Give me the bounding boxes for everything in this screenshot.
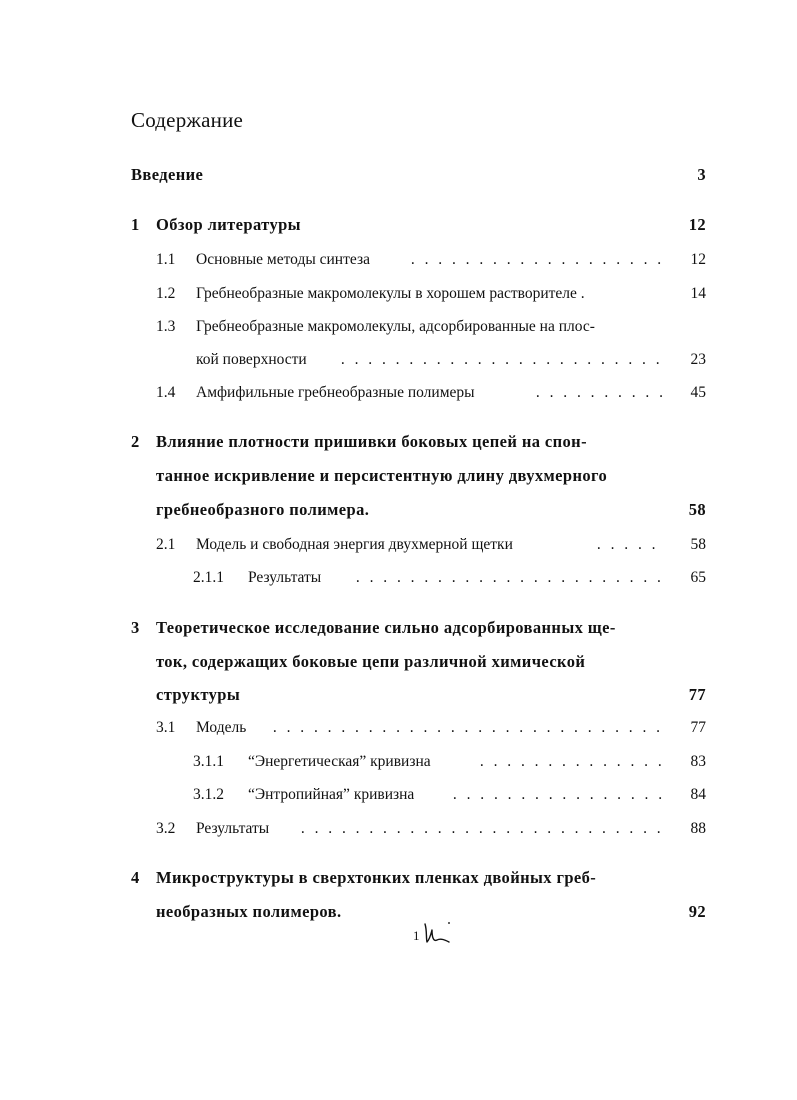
toc-entry-section-1-2[interactable] bbox=[156, 279, 706, 309]
toc-entry-label: “Энтропийная” кривизна bbox=[248, 786, 415, 803]
dot-leader: . . . . . . . . . . . . . . . . . . . . . . . . . . . bbox=[300, 820, 661, 837]
toc-section-number: 1.1 bbox=[156, 251, 176, 268]
toc-entry-page: 77 bbox=[688, 685, 706, 704]
toc-entry-label: Основные методы синтеза bbox=[196, 251, 370, 268]
toc-entry-label: Микроструктуры в сверхтонких пленках двойных греб- bbox=[156, 868, 597, 887]
toc-entry-page: 12 bbox=[688, 215, 706, 234]
toc-entry-label: ток, содержащих боковые цепи различной химической bbox=[156, 652, 586, 671]
toc-entry-subsection-2-1-1[interactable] bbox=[193, 563, 706, 593]
toc-entry-label: Влияние плотности пришивки боковых цепей на спон- bbox=[156, 432, 587, 451]
toc-entry-chapter-3-continued[interactable] bbox=[131, 647, 706, 677]
page-title: Содержание bbox=[131, 108, 244, 132]
toc-entry-page: 88 bbox=[690, 820, 706, 837]
toc-entry-section-3-2[interactable] bbox=[156, 814, 706, 844]
toc-entry-section-1-3[interactable] bbox=[156, 312, 706, 342]
toc-entry-label: Результаты bbox=[248, 569, 322, 586]
toc-entry-subsection-3-1-2[interactable] bbox=[193, 780, 706, 810]
toc-entry-chapter-2-continued[interactable] bbox=[131, 461, 706, 491]
dot-leader: . . . . . bbox=[596, 536, 656, 553]
toc-entry-subsection-3-1-1[interactable] bbox=[193, 747, 706, 777]
toc-entry-page: 23 bbox=[690, 351, 706, 368]
toc-entry-label: “Энергетическая” кривизна bbox=[248, 753, 431, 770]
toc-entry-chapter-1[interactable] bbox=[131, 210, 706, 240]
toc-entry-chapter-3-continued[interactable] bbox=[131, 680, 706, 710]
toc-entry-label: Введение bbox=[131, 165, 204, 184]
toc-entry-label: необразных полимеров. bbox=[156, 902, 342, 921]
toc-entry-section-1-1[interactable] bbox=[156, 245, 706, 275]
toc-entry-section-3-1[interactable] bbox=[156, 713, 706, 743]
toc-entry-label: структуры bbox=[156, 685, 241, 704]
toc-entry-label: Обзор литературы bbox=[156, 215, 301, 234]
toc-entry-page: 14 bbox=[690, 285, 706, 302]
toc-entry-label: кой поверхности bbox=[196, 351, 307, 368]
toc-section-number: 1.4 bbox=[156, 384, 176, 401]
toc-chapter-number: 3 bbox=[131, 618, 140, 637]
toc-section-number: 1.2 bbox=[156, 285, 176, 302]
dot-leader: . . . . . . . . . . bbox=[535, 384, 663, 401]
toc-entry-page: 77 bbox=[690, 719, 706, 736]
toc-entry-section-1-4[interactable] bbox=[156, 378, 706, 408]
page-number: 1 bbox=[413, 928, 420, 943]
dot-leader: . . . . . . . . . . . . . . . . . . . bbox=[410, 251, 662, 268]
toc-entry-intro[interactable] bbox=[131, 160, 706, 190]
toc-entry-page: 58 bbox=[688, 500, 706, 519]
toc-entry-page: 3 bbox=[697, 165, 706, 184]
toc-section-number: 3.1 bbox=[156, 719, 176, 736]
toc-chapter-number: 2 bbox=[131, 432, 140, 451]
toc-entry-page: 92 bbox=[688, 902, 706, 921]
toc-entry-label: Модель bbox=[196, 719, 247, 736]
toc-entry-page: 58 bbox=[690, 536, 706, 553]
toc-section-number: 1.3 bbox=[156, 318, 176, 335]
toc-entry-chapter-3[interactable] bbox=[131, 613, 706, 643]
toc-entry-label: Результаты bbox=[196, 820, 270, 837]
toc-entry-label: Теоретическое исследование сильно адсорбированных ще- bbox=[156, 618, 616, 637]
toc-chapter-number: 4 bbox=[131, 868, 140, 887]
toc-subsection-number: 3.1.2 bbox=[193, 786, 224, 803]
toc-entry-chapter-2[interactable] bbox=[131, 427, 706, 457]
toc-entry-page: 45 bbox=[690, 384, 706, 401]
handwritten-initial-icon bbox=[421, 920, 453, 948]
dot-leader: . . . . . . . . . . . . . . . . . . . . . . . bbox=[355, 569, 661, 586]
page-number-footer bbox=[413, 928, 420, 944]
toc-subsection-number: 2.1.1 bbox=[193, 569, 224, 586]
toc-entry-chapter-2-continued[interactable] bbox=[131, 495, 706, 525]
dot-leader: . . . . . . . . . . . . . . . . . . . . . . . . bbox=[340, 351, 660, 368]
dot-leader: . . . . . . . . . . . . . . . . bbox=[452, 786, 663, 803]
toc-entry-section-1-3-continued[interactable] bbox=[156, 345, 706, 375]
toc-entry-page: 12 bbox=[690, 251, 706, 268]
toc-entry-page: 83 bbox=[690, 753, 706, 770]
toc-entry-page: 84 bbox=[690, 786, 706, 803]
toc-entry-chapter-4[interactable] bbox=[131, 863, 706, 893]
toc-entry-chapter-4-continued[interactable] bbox=[131, 897, 706, 927]
toc-chapter-number: 1 bbox=[131, 215, 140, 234]
toc-entry-label: гребнеобразного полимера. bbox=[156, 500, 370, 519]
toc-entry-label: Гребнеобразные макромолекулы в хорошем растворителе . bbox=[196, 285, 585, 302]
toc-entry-label: Модель и свободная энергия двухмерной щетки bbox=[196, 536, 513, 553]
dot-leader: . . . . . . . . . . . . . . bbox=[479, 753, 662, 770]
toc-entry-label: танное искривление и персистентную длину двухмерного bbox=[156, 466, 608, 485]
toc-section-number: 3.2 bbox=[156, 820, 176, 837]
toc-section-number: 2.1 bbox=[156, 536, 176, 553]
dot-leader: . . . . . . . . . . . . . . . . . . . . . . . . . . . . . bbox=[272, 719, 661, 736]
toc-entry-label: Гребнеобразные макромолекулы, адсорбированные на плос- bbox=[196, 318, 595, 335]
toc-entry-page: 65 bbox=[690, 569, 706, 586]
toc-entry-section-2-1[interactable] bbox=[156, 530, 706, 560]
toc-subsection-number: 3.1.1 bbox=[193, 753, 224, 770]
toc-entry-label: Амфифильные гребнеобразные полимеры bbox=[196, 384, 475, 401]
